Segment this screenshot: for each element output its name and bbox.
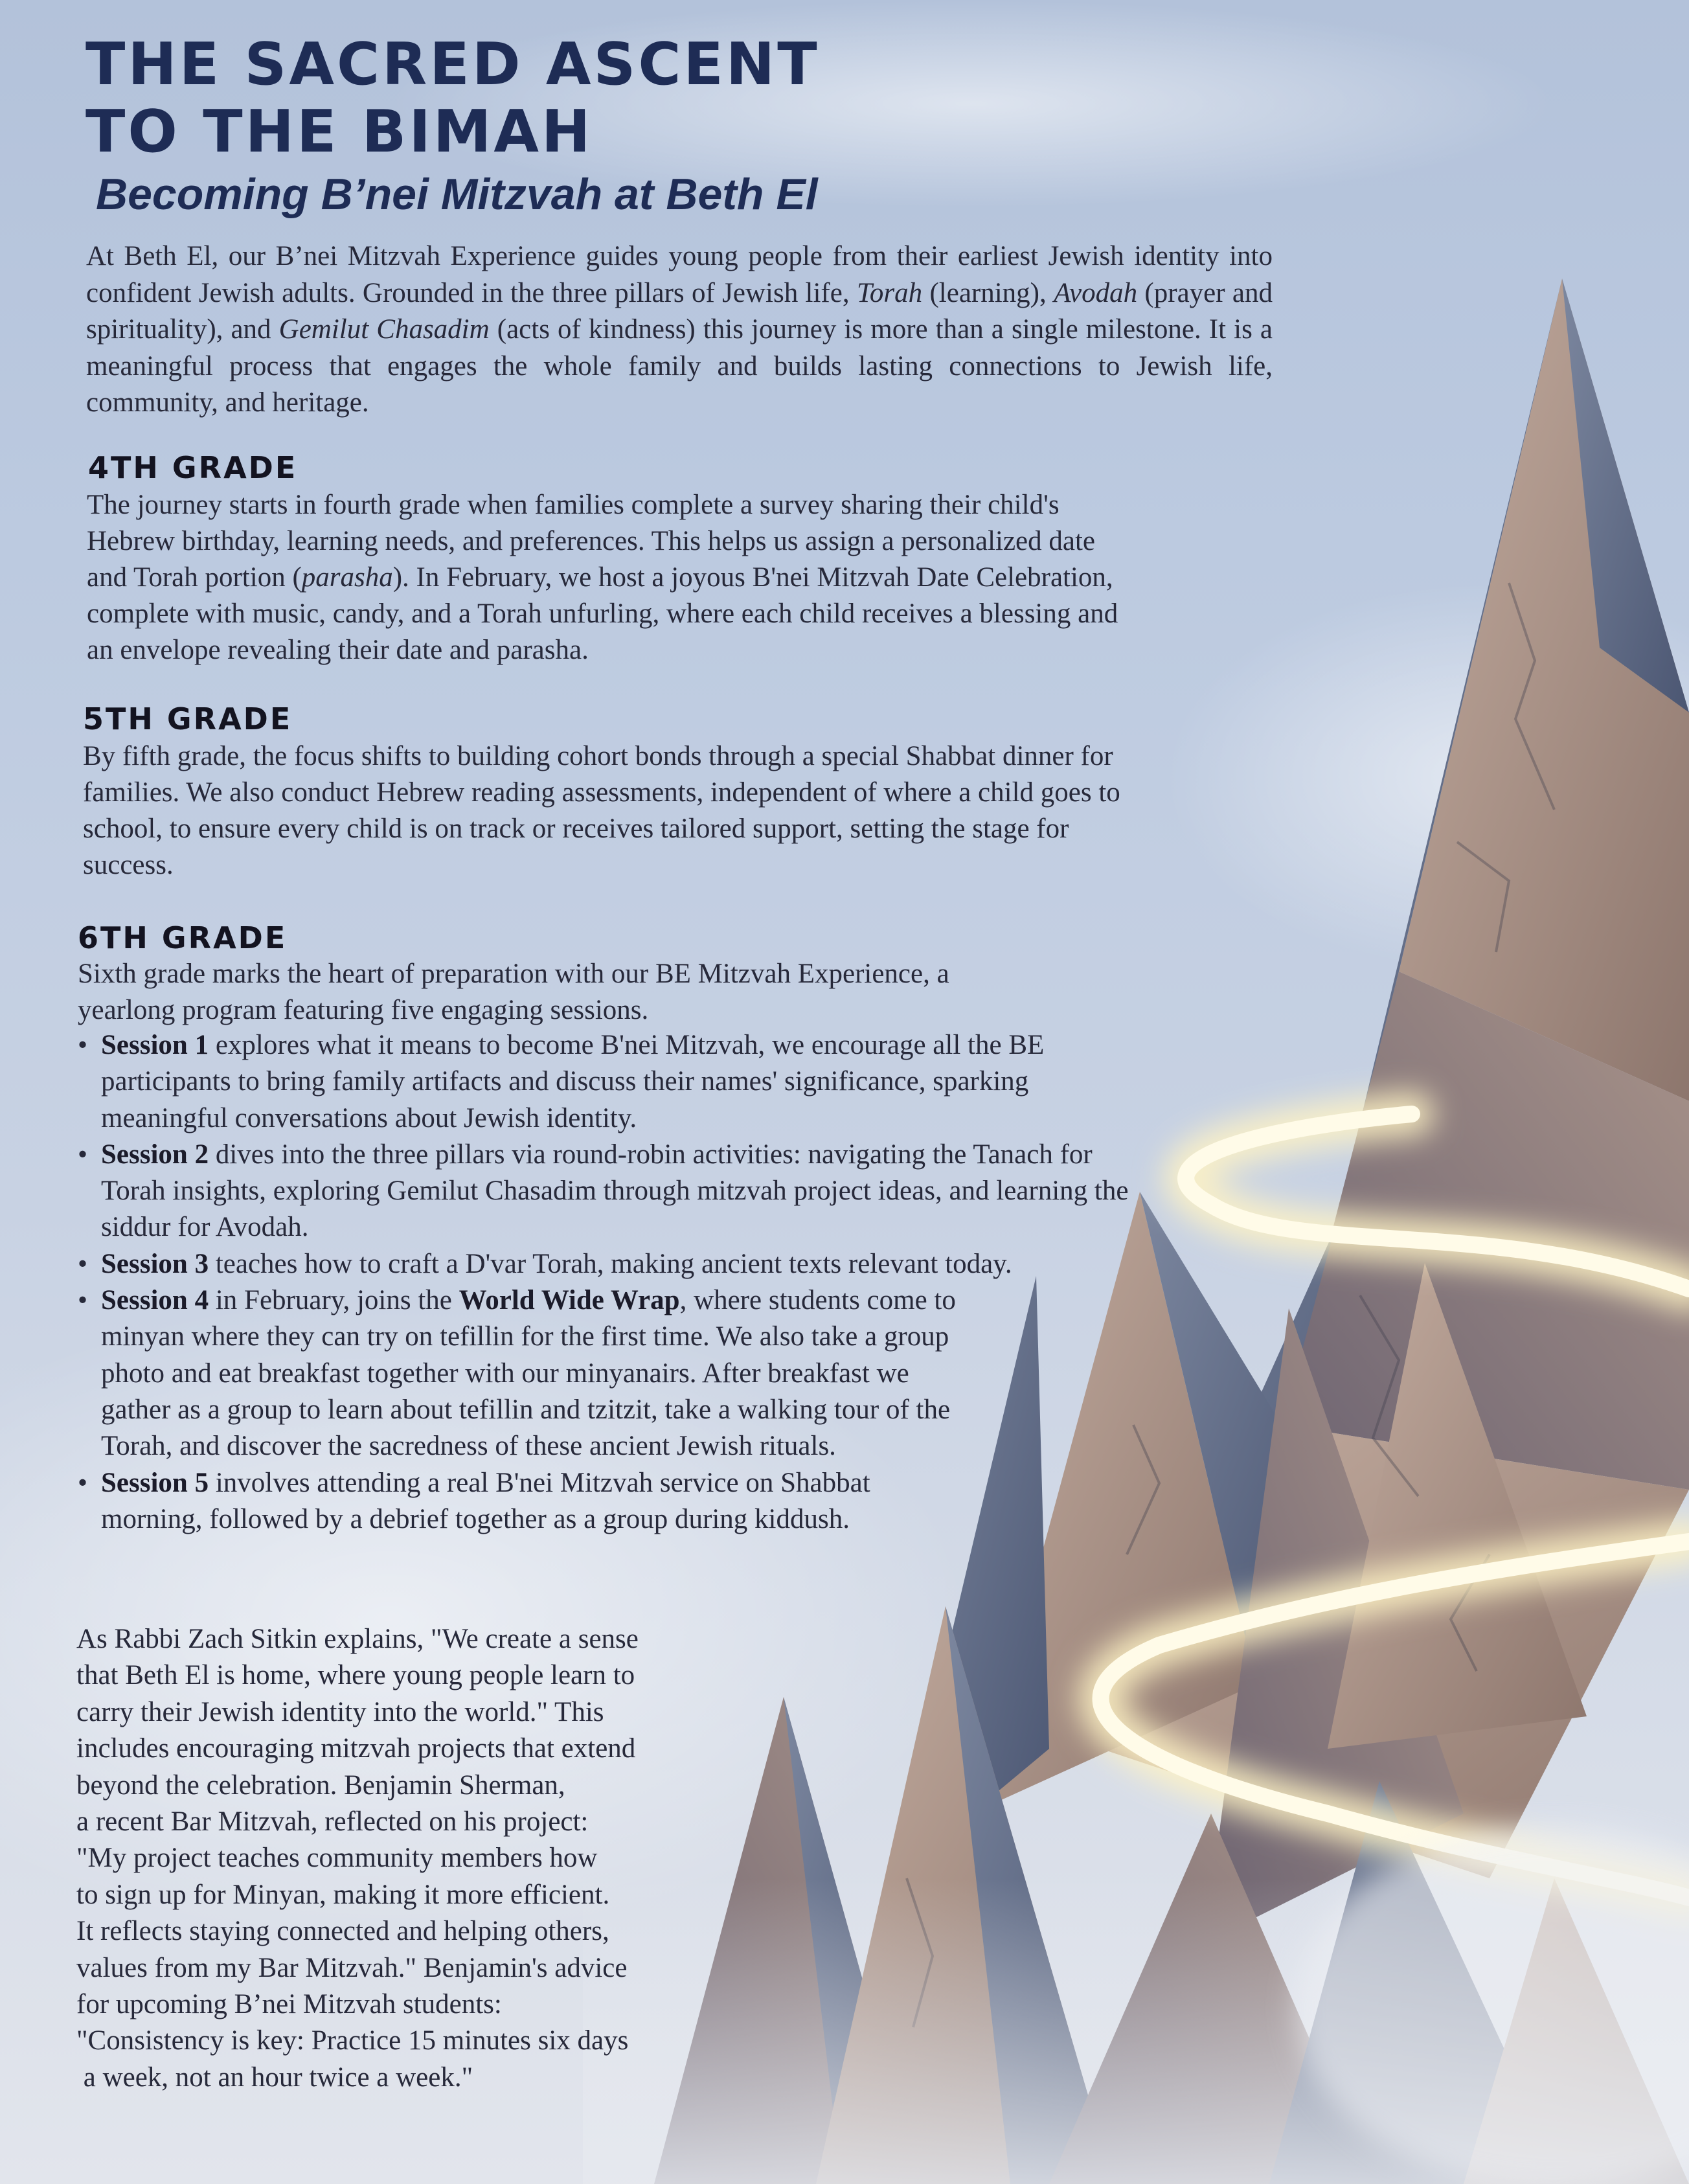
quote-line: It reflects staying connected and helping others, bbox=[76, 1916, 609, 1947]
intro-text-3: (prayer and spirituality), and bbox=[86, 277, 1273, 345]
quote-line: "My project teaches community members how bbox=[76, 1843, 598, 1874]
session-label: Session 2 bbox=[101, 1139, 209, 1170]
list-item bbox=[76, 1027, 1151, 1137]
world-wide-wrap: World Wide Wrap bbox=[459, 1285, 680, 1316]
rabbi-quote bbox=[76, 1621, 724, 2096]
grade6-intro: Sixth grade marks the heart of preparation with our BE Mitzvah Experience, a yearlong program featuring five engaging sessions. bbox=[78, 959, 949, 1025]
grade6-heading: 6TH GRADE bbox=[78, 920, 288, 955]
grade5-heading: 5TH GRADE bbox=[83, 701, 293, 736]
intro-paragraph bbox=[86, 238, 1273, 422]
session-text: , where students come to minyan where they can try on tefillin for the first time. We also take a group photo and eat breakfast together with our minyanairs. After breakfast we gather as a group to learn about tefillin and tzitzit, take a walking tour of the Torah, and discover the sacredness of these ancient Jewish rituals. bbox=[101, 1285, 956, 1462]
quote-line: "Consistency is key: Practice 15 minutes six days bbox=[76, 2025, 629, 2056]
quote-line: that Beth El is home, where young people learn to bbox=[76, 1660, 635, 1691]
grade4-paragraph bbox=[87, 487, 1129, 668]
grade4-parasha: parasha bbox=[301, 562, 393, 593]
title-line-2: TO THE BIMAH bbox=[85, 98, 593, 166]
intro-avodah: Avodah bbox=[1054, 277, 1138, 308]
session-text: involves attending a real B'nei Mitzvah service on Shabbat morning, followed by a debrief together as a group during kiddush. bbox=[101, 1467, 870, 1534]
quote-line: beyond the celebration. Benjamin Sherman, bbox=[76, 1769, 565, 1801]
quote-line: a recent Bar Mitzvah, reflected on his project: bbox=[76, 1806, 589, 1837]
grade5-paragraph: By fifth grade, the focus shifts to building cohort bonds through a special Shabbat dinner for families. We also conduct Hebrew reading assessments, independent of where a child goes to school, to ensure every child is on track or receives tailored support, setting the stage for success. bbox=[83, 741, 1120, 880]
grade4-text-2: ). In February, we host a joyous B'nei Mitzvah Date Celebration, complete with music, candy, and a Torah unfurling, where each child receives a blessing and an envelope revealing their date and parasha. bbox=[87, 562, 1118, 665]
quote-line: a week, not an hour twice a week." bbox=[76, 2062, 473, 2093]
quote-line: values from my Bar Mitzvah." Benjamin's advice bbox=[76, 1952, 628, 1983]
intro-text-2: (learning), bbox=[922, 277, 1054, 308]
quote-line: carry their Jewish identity into the world." This bbox=[76, 1696, 604, 1727]
quote-line: As Rabbi Zach Sitkin explains, "We create a sense bbox=[76, 1624, 639, 1654]
session-label: Session 1 bbox=[101, 1030, 209, 1060]
list-item bbox=[76, 1246, 1151, 1282]
session-text: dives into the three pillars via round-robin activities: navigating the Tanach for Torah insights, exploring Gemilut Chasadim through mitzvah project ideas, and learning the siddur for Avodah. bbox=[101, 1139, 1129, 1243]
intro-torah: Torah bbox=[856, 277, 923, 308]
list-item bbox=[76, 1282, 956, 1464]
intro-text-1: At Beth El, our B’nei Mitzvah Experience guides young people from their earliest Jewish identity into confident Jewish adults. Grounded in the three pillars of Jewish life, bbox=[86, 241, 1273, 308]
grade4-text-1: The journey starts in fourth grade when families complete a survey sharing their child's Hebrew birthday, learning needs, and preferences. This helps us assign a personalized date and Torah portion ( bbox=[87, 490, 1096, 593]
page-subtitle: Becoming B’nei Mitzvah at Beth El bbox=[96, 170, 818, 219]
session-label: Session 3 bbox=[101, 1248, 209, 1279]
intro-gemilut: Gemilut Chasadim bbox=[278, 314, 490, 345]
session-text: explores what it means to become B'nei Mitzvah, we encourage all the BE participants to bring family artifacts and discuss their names' significance, sparking meaningful conversations about Jewish identity. bbox=[101, 1030, 1045, 1133]
session-list bbox=[76, 1027, 1151, 1538]
list-item bbox=[76, 1465, 898, 1538]
session-label: Session 4 bbox=[101, 1285, 209, 1316]
quote-line: includes encouraging mitzvah projects that extend bbox=[76, 1733, 636, 1764]
quote-line: for upcoming B’nei Mitzvah students: bbox=[76, 1989, 502, 2020]
session-text: teaches how to craft a D'var Torah, making ancient texts relevant today. bbox=[209, 1248, 1012, 1279]
title-line-1: THE SACRED ASCENT bbox=[85, 30, 820, 98]
intro-text-4: (acts of kindness) this journey is more than a single milestone. It is a meaningful process that engages the whole family and builds lasting connections to Jewish life, community, and heritage. bbox=[86, 314, 1273, 418]
session-label: Session 5 bbox=[101, 1467, 209, 1498]
list-item bbox=[76, 1137, 1151, 1246]
page-title bbox=[85, 31, 820, 166]
session-text-pre: in February, joins the bbox=[209, 1285, 459, 1316]
quote-line: to sign up for Minyan, making it more efficient. bbox=[76, 1879, 610, 1910]
grade4-heading: 4TH GRADE bbox=[88, 450, 298, 485]
